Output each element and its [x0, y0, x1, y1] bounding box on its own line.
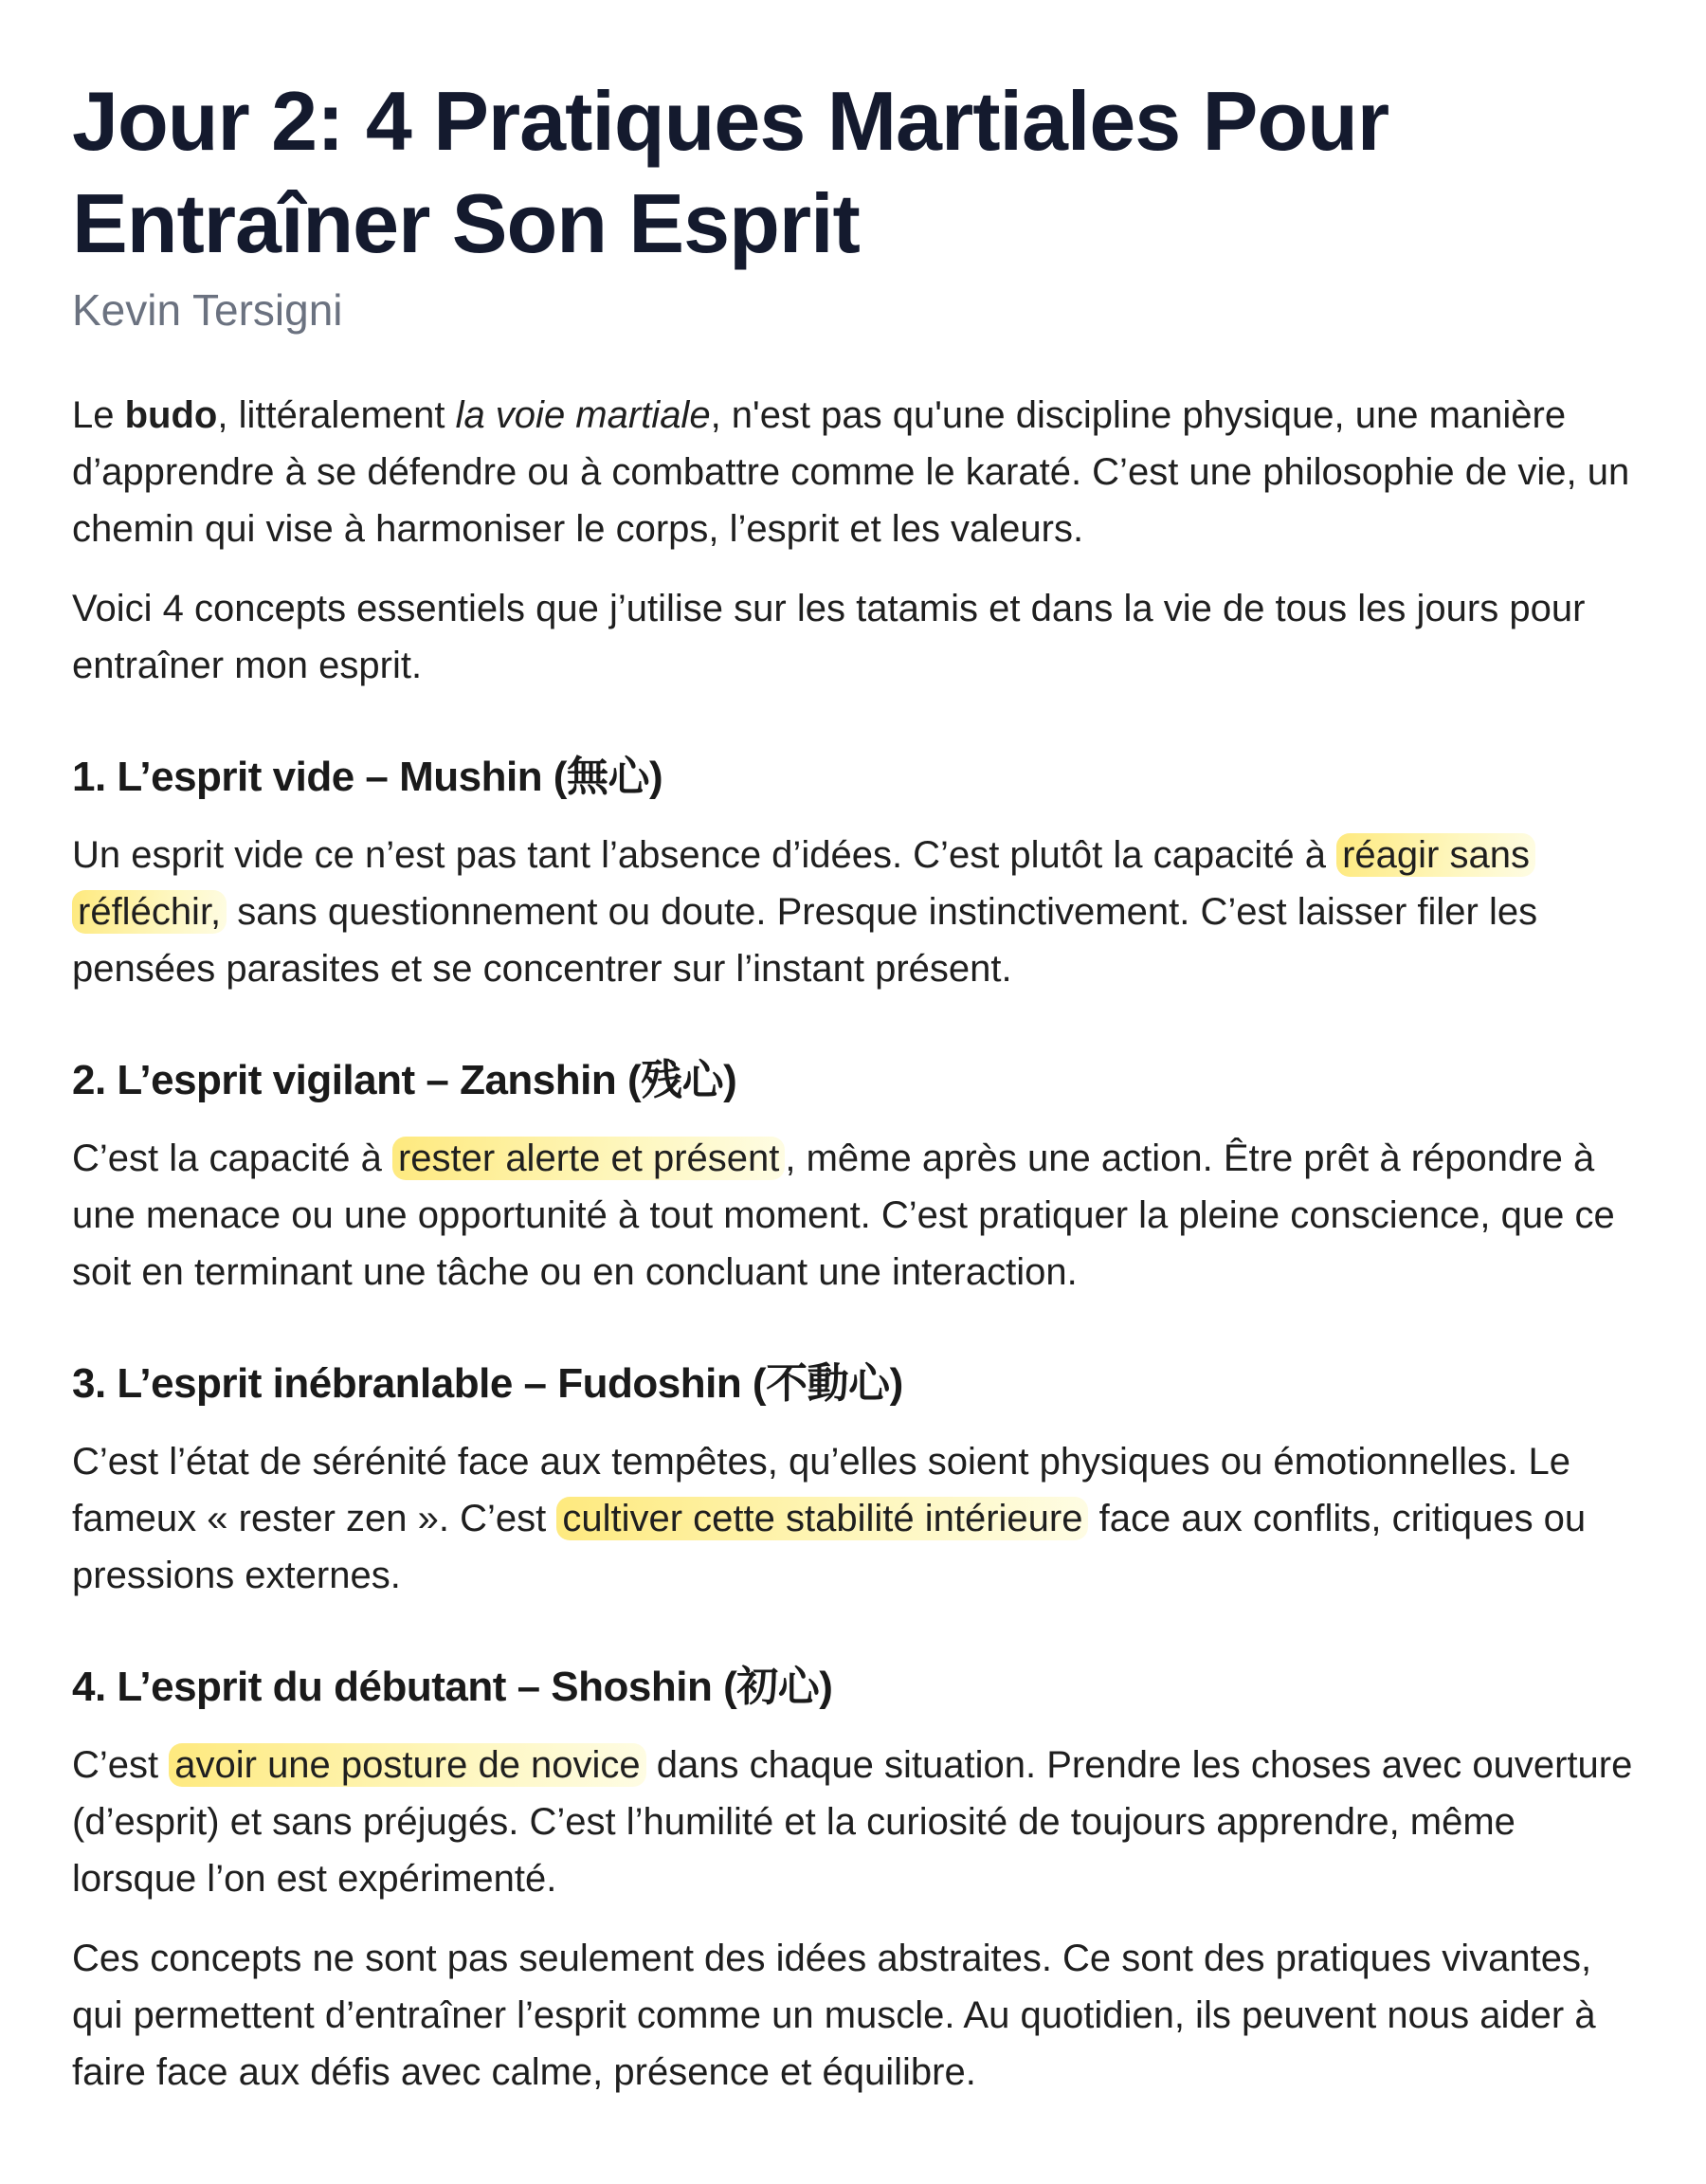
body-text: , même après une action. Être prêt à répondre à une menace ou une opportunité à tout moment. C’est pratiquer la pleine conscience, que ce soit en terminant une tâche ou en concluant une interaction.	[72, 1138, 1615, 1293]
section-heading: 1. L’esprit vide – Mushin (無心)	[72, 754, 663, 800]
section-body	[72, 1130, 1649, 1301]
intro-text: , littéralement	[217, 394, 456, 436]
intro-bold-term: budo	[124, 394, 218, 436]
body-text: sans questionnement ou doute. Presque instinctivement. C’est laisser filer les pensées parasites et se concentrer sur l’instant présent.	[72, 891, 1538, 990]
page-title: Jour 2: 4 Pratiques Martiales Pour Entraîner Son Esprit	[72, 74, 1389, 270]
body-text: face aux conflits, critiques ou pressions externes.	[72, 1498, 1587, 1596]
section-body	[72, 1433, 1649, 1604]
highlighted-text: cultiver cette stabilité intérieure	[556, 1497, 1088, 1540]
body-text: C’est l’état de sérénité face aux tempêtes, qu’elles soient physiques ou émotionnelles. Le fameux « rester zen ». C’est	[72, 1441, 1570, 1539]
section-body	[72, 827, 1649, 997]
intro-italic-term: la voie martiale	[455, 394, 711, 436]
highlighted-text: avoir une posture de novice	[169, 1743, 645, 1787]
section-fudoshin	[72, 1356, 1649, 1604]
intro-paragraph-2: Voici 4 concepts essentiels que j’utilise sur les tatamis et dans la vie de tous les jours pour entraîner mon esprit.	[72, 588, 1586, 686]
body-text: C’est	[72, 1744, 170, 1786]
section-heading: 4. L’esprit du débutant – Shoshin (初心)	[72, 1664, 833, 1710]
highlighted-text: réagir sans réfléchir,	[72, 833, 1535, 934]
intro-paragraph-1	[72, 387, 1649, 557]
author-name: Kevin Tersigni	[72, 285, 343, 335]
section-heading: 2. L’esprit vigilant – Zanshin (残心)	[72, 1057, 737, 1103]
body-text: dans chaque situation. Prendre les choses avec ouverture (d’esprit) et sans préjugés. C’est l’humilité et la curiosité de toujours apprendre, même lorsque l’on est expérimenté.	[72, 1744, 1633, 1900]
body-text: C’est la capacité à	[72, 1138, 392, 1179]
section-mushin	[72, 749, 1649, 997]
highlighted-text: rester alerte et présent	[392, 1137, 785, 1180]
section-shoshin	[72, 1659, 1649, 1907]
body-text: Un esprit vide ce n’est pas tant l’absence d’idées. C’est plutôt la capacité à	[72, 834, 1337, 876]
intro-text: Le	[72, 394, 125, 436]
section-body	[72, 1737, 1649, 1907]
section-zanshin	[72, 1052, 1649, 1301]
section-heading: 3. L’esprit inébranlable – Fudoshin (不動心)	[72, 1360, 903, 1407]
conclusion-paragraph: Ces concepts ne sont pas seulement des idées abstraites. Ce sont des pratiques vivantes, qui permettent d’entraîner l’esprit comme un muscle. Au quotidien, ils peuvent nous aider à faire face aux défis avec calme, présence et équilibre.	[72, 1938, 1596, 2093]
intro-text: , n'est pas qu'une discipline physique, une manière d’apprendre à se défendre ou à combattre comme le karaté. C’est une philosophie de vie, un chemin qui vise à harmoniser le corps, l’esprit et les valeurs.	[72, 394, 1630, 550]
